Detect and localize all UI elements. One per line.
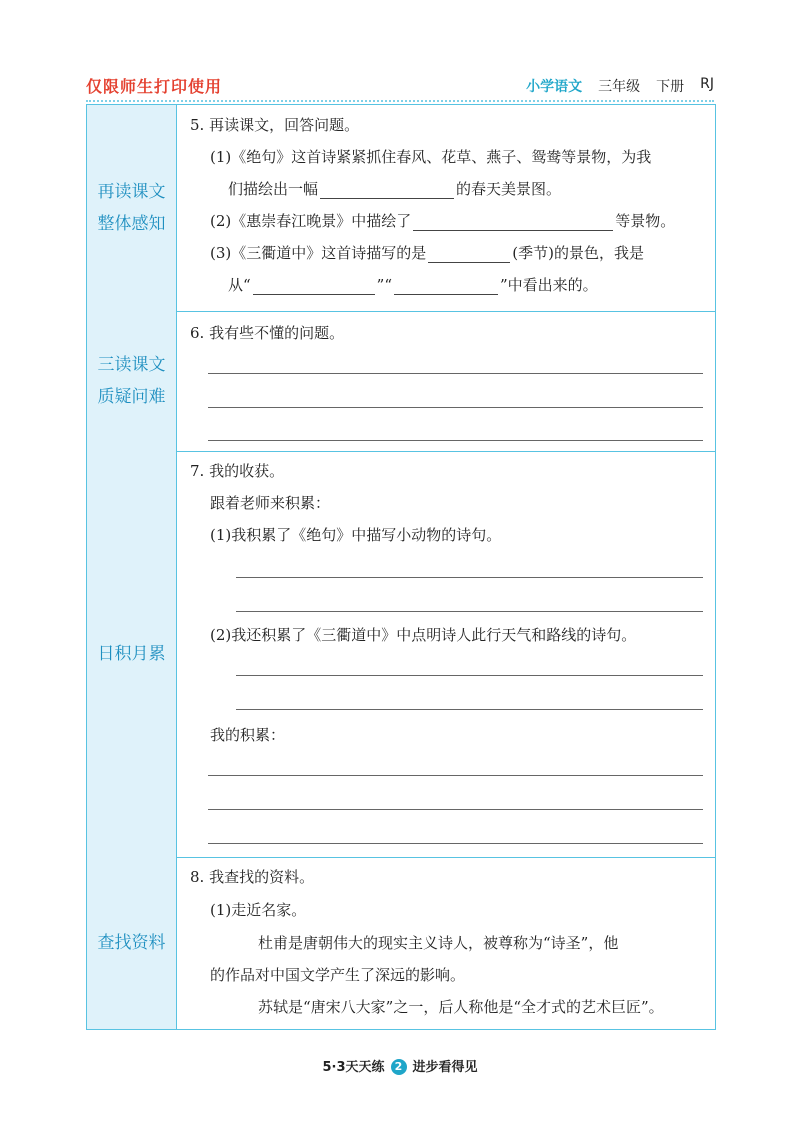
- text: (3)《三衢道中》这首诗描写的是: [210, 244, 427, 262]
- writing-line[interactable]: [208, 440, 703, 441]
- writing-line[interactable]: [236, 611, 703, 612]
- question-5-1-line2: [228, 179, 561, 199]
- question-7-2: (2)我还积累了《三衢道中》中点明诗人此行天气和路线的诗句。: [210, 626, 637, 644]
- section-label: [87, 105, 177, 311]
- question-5-2: [210, 211, 675, 231]
- section-content: [178, 311, 715, 451]
- answer-blank[interactable]: [394, 278, 498, 295]
- text: 的春天美景图。: [456, 180, 562, 198]
- writing-line[interactable]: [236, 709, 703, 710]
- writing-line[interactable]: [208, 809, 703, 810]
- section-research: [87, 857, 715, 1029]
- text: (2)《惠崇春江晚景》中描绘了: [210, 212, 412, 230]
- question-7-title: 7. 我的收获。: [190, 462, 285, 480]
- writing-line[interactable]: [208, 373, 703, 374]
- question-8-1: (1)走近名家。: [210, 901, 307, 919]
- text: 等景物。: [615, 212, 676, 230]
- dufu-paragraph-line2: 的作品对中国文学产生了深远的影响。: [210, 966, 466, 984]
- sushi-paragraph: 苏轼是“唐宋八大家”之一，后人称他是“全才式的艺术巨匠”。: [258, 998, 664, 1016]
- section-label: [87, 451, 177, 857]
- question-8-title: 8. 我查找的资料。: [190, 868, 315, 886]
- text: ”“: [376, 276, 393, 294]
- text: 从“: [228, 276, 251, 294]
- answer-blank[interactable]: [253, 278, 375, 295]
- edition-label: RJ: [700, 76, 714, 92]
- answer-blank[interactable]: [320, 182, 454, 199]
- my-accumulation-label: 我的积累：: [210, 726, 286, 744]
- page-footer: [0, 1056, 800, 1075]
- footer-brand: 5·3天天练: [322, 1060, 385, 1075]
- text: ”中看出来的。: [500, 276, 598, 294]
- question-5-3-line2: [228, 275, 598, 295]
- section-content: [178, 451, 715, 857]
- question-5-title: 5. 再读课文，回答问题。: [190, 116, 360, 134]
- section-questions: [87, 311, 715, 452]
- label-line-2: 整体感知: [97, 214, 166, 234]
- section-content: [178, 857, 715, 1029]
- writing-line[interactable]: [208, 843, 703, 844]
- label-line-1: 日积月累: [97, 644, 166, 664]
- writing-line[interactable]: [236, 675, 703, 676]
- answer-blank[interactable]: [428, 246, 510, 263]
- question-6-title: 6. 我有些不懂的问题。: [190, 324, 345, 342]
- footer-badge: 2: [391, 1059, 407, 1075]
- section-label: [87, 311, 177, 451]
- section-accumulation: [87, 451, 715, 858]
- question-7-intro: 跟着老师来积累：: [210, 494, 331, 512]
- writing-line[interactable]: [208, 775, 703, 776]
- header-info: [526, 76, 714, 96]
- label-line-2: 质疑问难: [97, 387, 166, 407]
- writing-line[interactable]: [208, 407, 703, 408]
- worksheet-table: [86, 104, 716, 1030]
- label-line-1: 三读课文: [97, 355, 166, 375]
- subject-label: 小学语文: [526, 79, 583, 95]
- answer-blank[interactable]: [413, 214, 613, 231]
- label-line-1: 再读课文: [97, 182, 166, 202]
- text: (季节)的景色，我是: [512, 244, 644, 262]
- section-reread: [87, 105, 715, 312]
- section-content: [178, 105, 715, 311]
- header-divider: [86, 100, 714, 102]
- dufu-paragraph-line1: 杜甫是唐朝伟大的现实主义诗人，被尊称为“诗圣”，他: [258, 934, 619, 952]
- question-5-1-line1: (1)《绝句》这首诗紧紧抓住春风、花草、燕子、鸳鸯等景物，为我: [210, 148, 652, 166]
- footer-slogan: 进步看得见: [412, 1060, 478, 1075]
- section-label: [87, 857, 177, 1029]
- question-5-3-line1: [210, 243, 644, 263]
- writing-line[interactable]: [236, 577, 703, 578]
- print-notice: 仅限师生打印使用: [86, 77, 223, 96]
- term-label: 下册: [656, 79, 685, 95]
- grade-label: 三年级: [598, 79, 641, 95]
- question-7-1: (1)我积累了《绝句》中描写小动物的诗句。: [210, 526, 502, 544]
- text: 们描绘出一幅: [228, 180, 319, 198]
- label-line-1: 查找资料: [97, 933, 166, 953]
